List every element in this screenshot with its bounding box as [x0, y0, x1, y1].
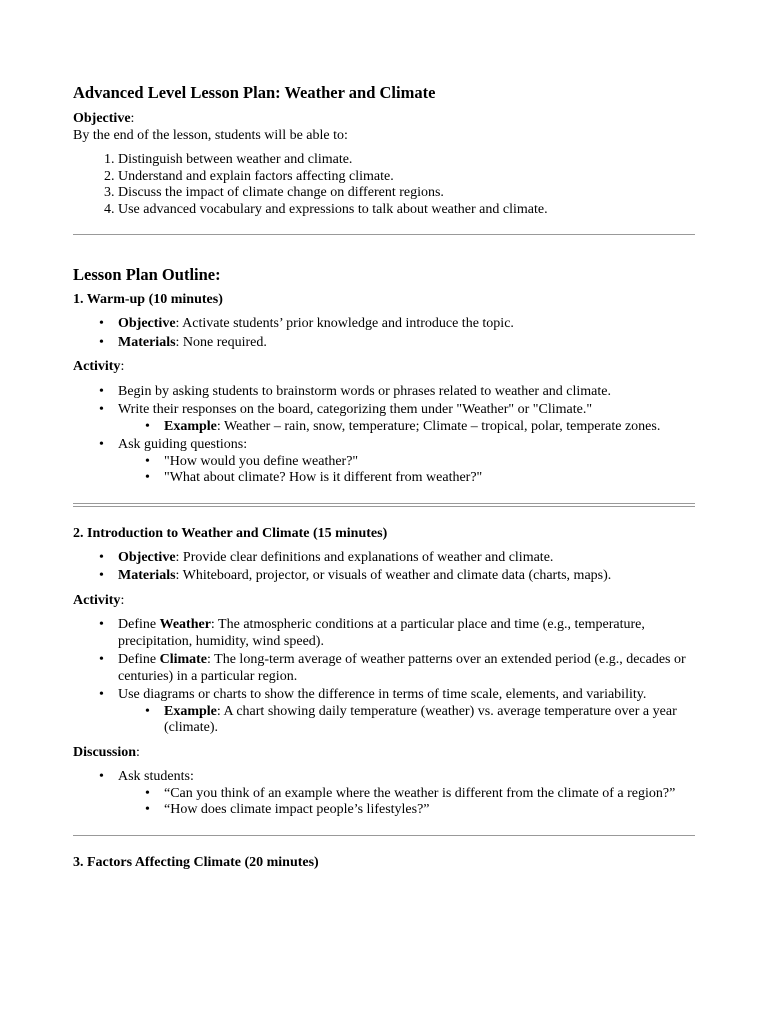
objective-list: [73, 152, 695, 218]
divider: [73, 503, 695, 507]
list-item: [118, 402, 695, 435]
materials-label: Materials: [118, 334, 176, 350]
section2-heading: 2. Introduction to Weather and Climate (15 minutes): [73, 525, 388, 541]
list-item: [164, 419, 695, 436]
objective-line: Objective:: [73, 111, 135, 126]
divider: [73, 835, 695, 836]
objective-intro: By the end of the lesson, students will be able to:: [73, 127, 348, 143]
list-item-text: Ask students:: [118, 769, 194, 784]
activity-line: Activity:: [73, 359, 125, 374]
sub-list: [118, 786, 695, 819]
list-item: • Define Weather: The atmospheric conditions at a particular place and time (e.g., temperature, precipitation, humidity, wind speed).: [118, 617, 695, 650]
section2-activity-list: [73, 617, 695, 737]
section2-meta-list: [73, 550, 695, 585]
materials-text: : Whiteboard, projector, or visuals of weather and climate data (charts, maps).: [175, 568, 612, 583]
section1-meta-list: [73, 316, 695, 351]
materials-label: Materials: [118, 568, 176, 583]
objective-item: 1. Distinguish between weather and climate.: [118, 152, 695, 169]
section2-discussion-list: [73, 769, 695, 819]
list-item: • “How does climate impact people’s lifestyles?”: [164, 802, 695, 819]
section1-heading: 1. Warm-up (10 minutes): [73, 292, 223, 307]
objective-label: Objective: [118, 316, 176, 331]
activity-label: Activity: [73, 359, 121, 374]
list-item: [118, 437, 695, 487]
list-item: • "What about climate? How is it different from weather?": [164, 470, 695, 487]
materials-text: : None required.: [175, 334, 267, 350]
objective-item: 2. Understand and explain factors affecting climate.: [118, 169, 695, 186]
sub-list: [118, 704, 695, 737]
list-item: [118, 769, 695, 819]
activity-label: Activity: [73, 592, 121, 608]
example-label: Example: [164, 418, 217, 434]
sub-list: [118, 454, 695, 487]
discussion-label: Discussion: [73, 744, 137, 760]
objective-label: Objective: [73, 111, 131, 126]
list-item-text: Ask guiding questions:: [118, 437, 248, 452]
list-item: [164, 704, 695, 737]
document-content: [73, 83, 695, 877]
section3: [73, 854, 695, 871]
example-text: : A chart showing daily temperature (weather) vs. average temperature over a year (climate).: [164, 703, 677, 735]
list-item: [118, 316, 695, 333]
objective-item: 4. Use advanced vocabulary and expressions to talk about weather and climate.: [118, 202, 695, 219]
list-item: [118, 568, 695, 585]
list-item: • Begin by asking students to brainstorm words or phrases related to weather and climate.: [118, 384, 695, 401]
list-item-text: Use diagrams or charts to show the difference in terms of time scale, elements, and variability.: [118, 687, 647, 702]
section2: [73, 525, 695, 819]
document-title: Advanced Level Lesson Plan: Weather and Climate: [73, 83, 436, 102]
list-item-text: Write their responses on the board, categorizing them under "Weather" or "Climate.": [118, 402, 593, 417]
sub-list: [118, 419, 695, 436]
objective-text: : Provide clear definitions and explanations of weather and climate.: [175, 549, 554, 565]
climate-text: : The long-term average of weather patterns over an extended period (e.g., decades or centuries) in a particular region.: [118, 652, 686, 684]
list-item: [118, 335, 695, 352]
activity-line: Activity:: [73, 592, 125, 608]
list-item: [118, 687, 695, 737]
example-text: : Weather – rain, snow, temperature; Climate – tropical, polar, temperate zones.: [216, 418, 661, 434]
list-item: • “Can you think of an example where the weather is different from the climate of a region?”: [164, 786, 695, 803]
example-label: Example: [164, 703, 217, 719]
list-item: [118, 550, 695, 567]
discussion-line: Discussion:: [73, 744, 140, 760]
weather-text: : The atmospheric conditions at a particular place and time (e.g., temperature, precipitation, humidity, wind speed).: [118, 617, 645, 649]
list-item: • "How would you define weather?": [164, 454, 695, 471]
list-item: • Define Climate: The long-term average of weather patterns over an extended period (e.g., decades or centuries) in a particular region.: [118, 652, 695, 685]
climate-label: Climate: [159, 652, 208, 667]
weather-label: Weather: [159, 617, 211, 632]
outline-heading: Lesson Plan Outline:: [73, 265, 221, 284]
objective-item: 3. Discuss the impact of climate change on different regions.: [118, 185, 695, 202]
objective-label: Objective: [118, 549, 176, 565]
section3-heading: 3. Factors Affecting Climate (20 minutes): [73, 854, 319, 870]
section1-activity-list: [73, 384, 695, 487]
divider: [73, 234, 695, 235]
objective-text: : Activate students’ prior knowledge and introduce the topic.: [175, 316, 514, 331]
